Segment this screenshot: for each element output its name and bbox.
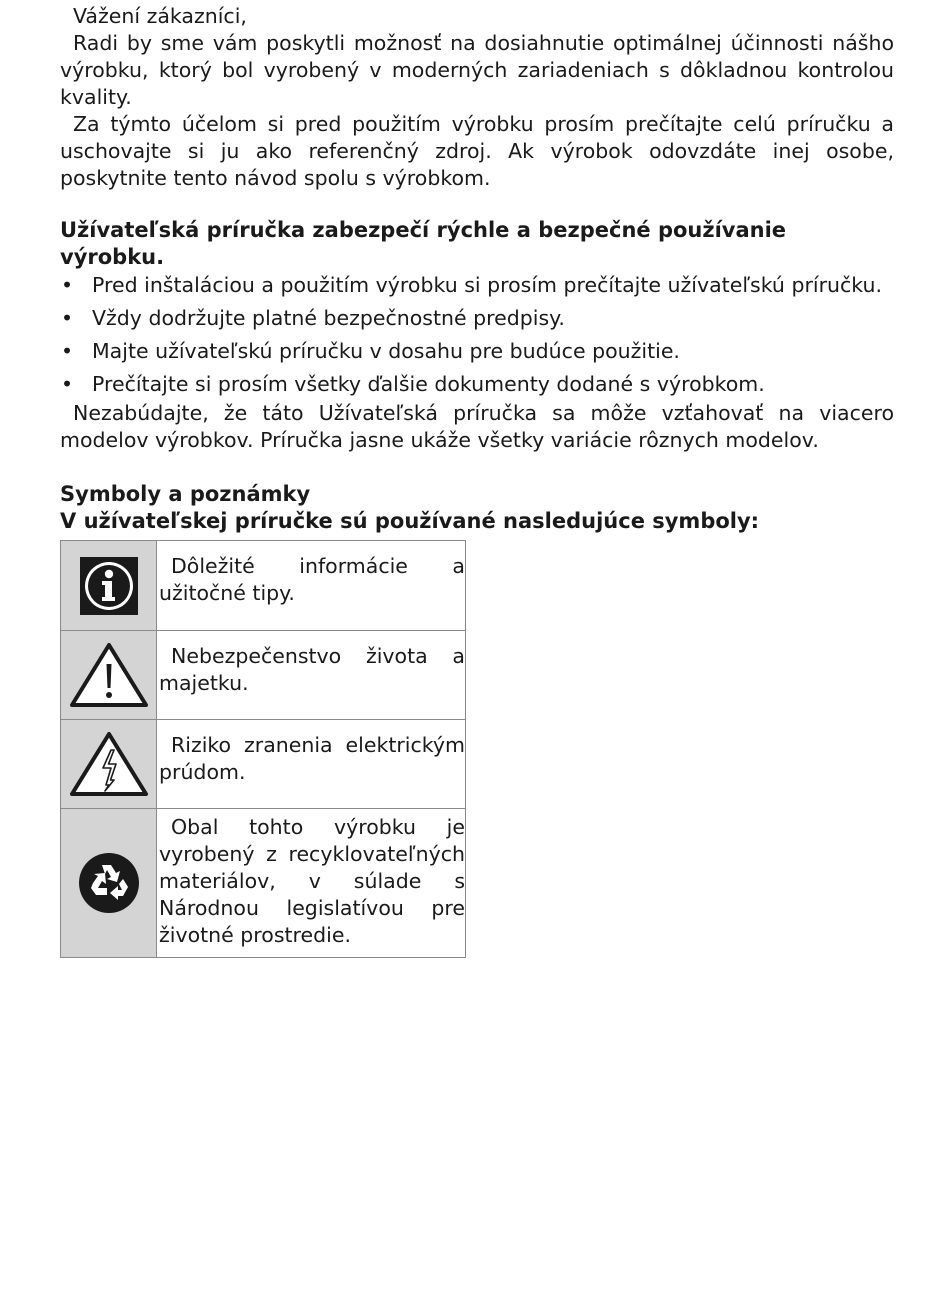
warning-icon [70, 642, 148, 708]
bullet-marker: • [61, 273, 74, 297]
list-item [60, 305, 894, 332]
intro-paragraph-1: Radi by sme vám poskytli možnosť na dosiahnutie optimálnej účinnosti nášho výrobku, ktorý bol vyrobený v moderných zariadeniach s dôkladnou kontrolou kvality. [60, 31, 894, 109]
bullet-marker: • [61, 372, 74, 396]
symbol-description: Nebezpečenstvo života a majetku. [157, 631, 466, 720]
symbol-icon-cell [61, 809, 157, 958]
symbol-icon-cell [61, 720, 157, 809]
symbol-description: Dôležité informácie a užitočné tipy. [157, 541, 466, 631]
symbols-table [60, 540, 466, 958]
document-page [60, 0, 894, 958]
list-item [60, 338, 894, 365]
greeting: Vážení zákazníci, [73, 4, 247, 28]
symbol-icon-cell [61, 541, 157, 631]
list-item-text: Majte užívateľskú príručku v dosahu pre budúce použitie. [92, 339, 680, 363]
list-item-text: Vždy dodržujte platné bezpečnostné predpisy. [92, 306, 565, 330]
list-item-text: Pred inštaláciou a použitím výrobku si prosím prečítajte užívateľskú príručku. [92, 273, 883, 297]
info-icon [80, 557, 138, 615]
manual-heading: Užívateľská príručka zabezpečí rýchle a bezpečné používanie výrobku. [60, 218, 787, 269]
symbol-description: Riziko zranenia elektrickým prúdom. [157, 720, 466, 809]
table-row [61, 541, 466, 631]
list-item-text: Prečítajte si prosím všetky ďalšie dokumenty dodané s výrobkom. [92, 372, 765, 396]
table-row [61, 720, 466, 809]
intro-paragraph-2: Za týmto účelom si pred použitím výrobku prosím prečítajte celú príručku a uschovajte si ju ako referenčný zdroj. Ak výrobok odovzdáte inej osobe, poskytnite tento návod spolu s výrobkom. [60, 112, 894, 190]
manual-bullet-list [60, 272, 894, 398]
recycle-icon [78, 852, 140, 914]
symbol-icon-cell [61, 631, 157, 720]
table-row [61, 631, 466, 720]
bullet-marker: • [61, 306, 74, 330]
list-item [60, 371, 894, 398]
table-row [61, 809, 466, 958]
electric-shock-icon [70, 731, 148, 797]
models-note: Nezabúdajte, že táto Užívateľská príručka sa môže vzťahovať na viacero modelov výrobkov. Príručka jasne ukáže všetky variácie rôznych modelov. [60, 401, 894, 452]
symbol-description: Obal tohto výrobku je vyrobený z recyklovateľných materiálov, v súlade s Národnou legislatívou pre životné prostredie. [157, 809, 466, 958]
symbols-subheading: V užívateľskej príručke sú používané nasledujúce symboly: [60, 509, 760, 533]
list-item [60, 272, 894, 299]
symbols-heading: Symboly a poznámky [60, 482, 311, 506]
bullet-marker: • [61, 339, 74, 363]
